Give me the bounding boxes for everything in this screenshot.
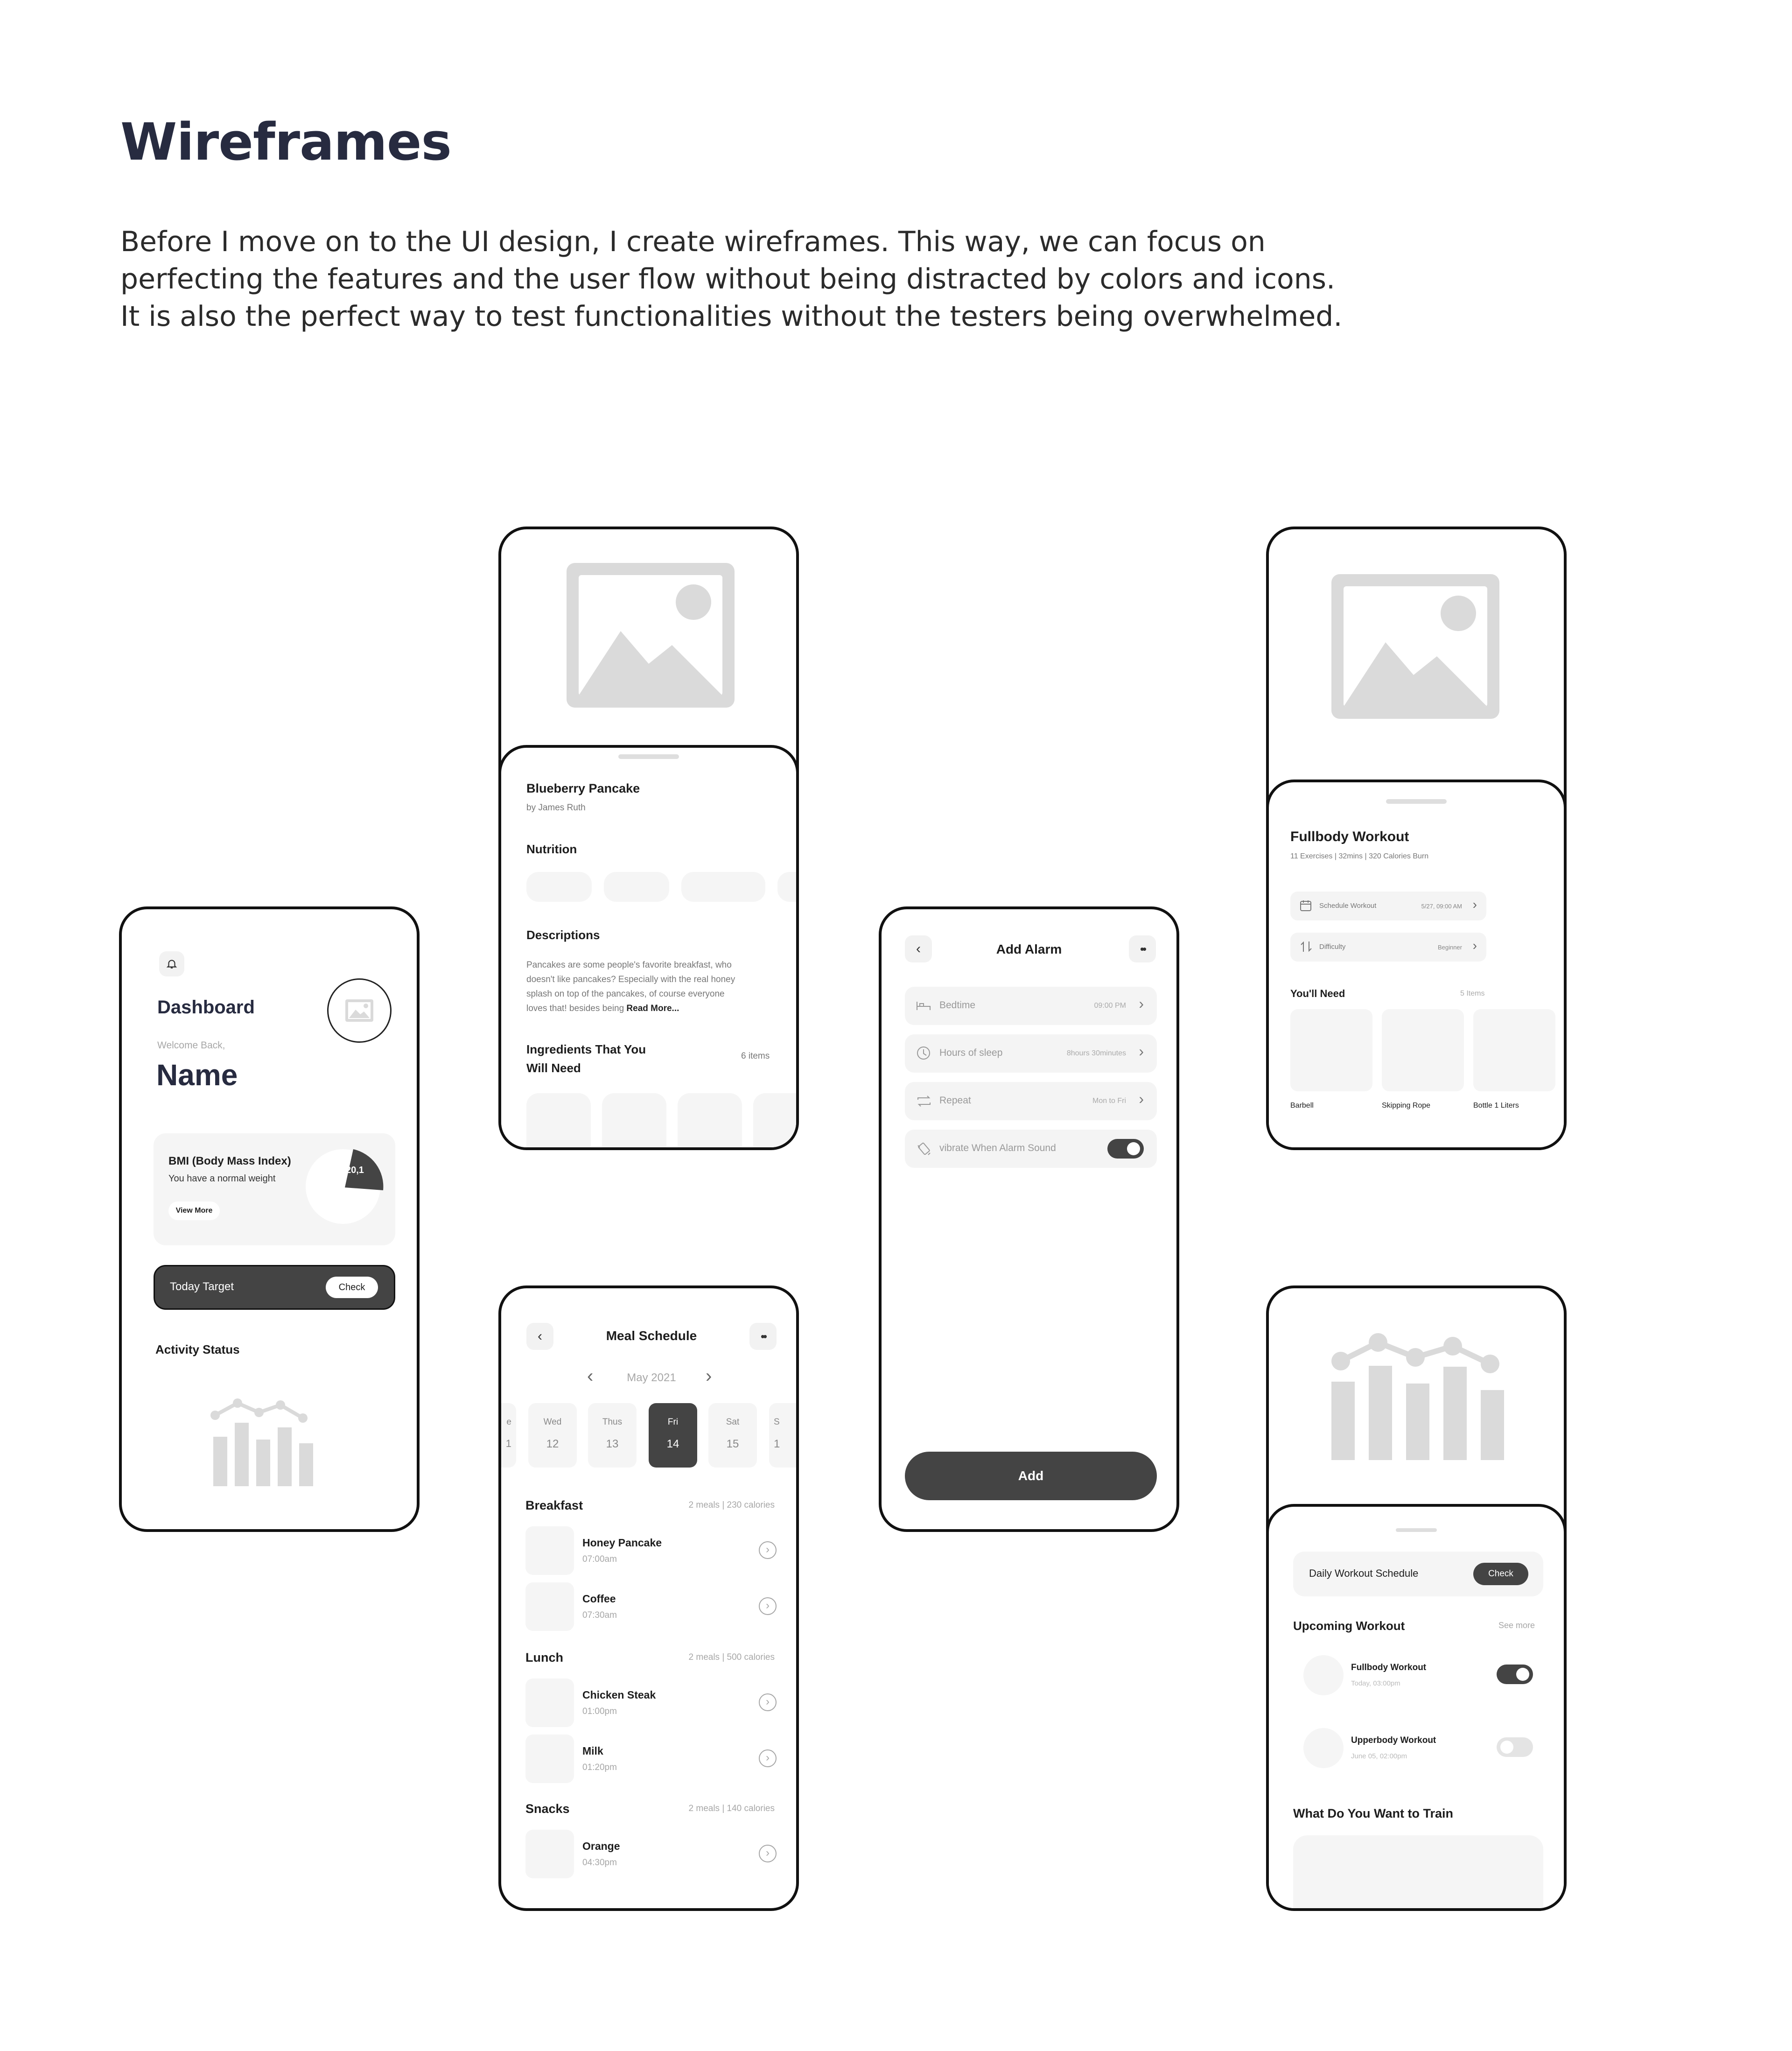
clock-icon xyxy=(916,1046,931,1063)
meal-item[interactable] xyxy=(525,1735,777,1783)
dashboard-title: Dashboard xyxy=(157,997,255,1018)
nutrition-chip[interactable] xyxy=(681,872,765,902)
row-label: Difficulty xyxy=(1319,943,1346,951)
day-item[interactable]: e 1 xyxy=(498,1403,516,1468)
check-label: Check xyxy=(338,1282,365,1292)
ingredients-title: Ingredients That You Will Need xyxy=(526,1042,646,1075)
bmi-title: BMI (Body Mass Index) xyxy=(168,1155,291,1167)
alarm-row-value: 8hours 30minutes xyxy=(1066,1049,1126,1057)
meal-title: Meal Schedule xyxy=(606,1328,697,1343)
need-title: You'll Need xyxy=(1290,988,1345,999)
breakfast-meta: 2 meals | 230 calories xyxy=(688,1500,775,1510)
view-more-button[interactable] xyxy=(168,1201,220,1220)
meal-name: Milk xyxy=(582,1745,603,1757)
train-title: What Do You Want to Train xyxy=(1293,1806,1453,1820)
workout-detail-sheet xyxy=(1266,780,1567,1150)
chevron-right-icon: › xyxy=(1139,1043,1144,1060)
bmi-value: 20,1 xyxy=(346,1165,364,1175)
descriptions-title: Descriptions xyxy=(526,928,600,942)
equipment-name: Skipping Rope xyxy=(1382,1102,1431,1110)
chevron-right-icon: › xyxy=(1139,1090,1144,1107)
notification-bell-icon[interactable] xyxy=(159,951,184,976)
avatar[interactable] xyxy=(327,978,392,1043)
more-button[interactable] xyxy=(1129,935,1156,962)
check-label: Check xyxy=(1488,1569,1513,1579)
vibrate-icon xyxy=(916,1141,932,1159)
meal-name: Coffee xyxy=(582,1593,616,1605)
alarm-row-label: Hours of sleep xyxy=(939,1047,1003,1058)
more-dots-icon: •• xyxy=(760,1329,766,1343)
workout-name: Fullbody Workout xyxy=(1351,1663,1427,1672)
alarm-row-repeat[interactable] xyxy=(905,1082,1157,1120)
meal-thumb xyxy=(525,1582,574,1631)
ingredient-card[interactable] xyxy=(753,1093,799,1150)
meal-item[interactable] xyxy=(525,1526,777,1575)
upcoming-workout-item[interactable] xyxy=(1303,1653,1541,1695)
alarm-row-value: 09:00 PM xyxy=(1094,1002,1126,1010)
alarm-title: Add Alarm xyxy=(996,942,1062,956)
sheet-handle[interactable] xyxy=(1396,1528,1437,1532)
equipment-card[interactable] xyxy=(1290,1009,1372,1091)
today-target-label: Today Target xyxy=(170,1280,234,1293)
meal-item[interactable] xyxy=(525,1830,777,1878)
upcoming-title: Upcoming Workout xyxy=(1293,1619,1405,1633)
meal-time: 01:00pm xyxy=(582,1707,617,1716)
alarm-row-sleep[interactable] xyxy=(905,1034,1157,1073)
intro-line: It is also the perfect way to test functionalities without the testers being overwhelmed. xyxy=(120,300,1343,333)
workout-title: Fullbody Workout xyxy=(1290,829,1409,844)
meal-thumb xyxy=(525,1526,574,1575)
nutrition-title: Nutrition xyxy=(526,842,577,856)
equipment-name: Barbell xyxy=(1290,1102,1314,1110)
recipe-author: by James Ruth xyxy=(526,803,586,813)
recipe-detail-sheet xyxy=(498,745,799,1150)
nutrition-chip[interactable] xyxy=(526,872,592,902)
workout-toggle[interactable] xyxy=(1497,1665,1533,1684)
equipment-card[interactable] xyxy=(1473,1009,1555,1091)
sheet-handle[interactable] xyxy=(618,754,679,759)
alarm-row-label: vibrate When Alarm Sound xyxy=(939,1143,1056,1153)
description-line: doesn't like pancakes? Especially with the real honey xyxy=(526,975,735,984)
workout-sub: 11 Exercises | 32mins | 320 Calories Burn xyxy=(1290,852,1429,860)
lunch-meta: 2 meals | 500 calories xyxy=(688,1652,775,1662)
description-line-last: loves that! besides being Read More... xyxy=(526,1004,679,1013)
sheet-handle[interactable] xyxy=(1386,799,1447,804)
workout-time: Today, 03:00pm xyxy=(1351,1679,1400,1687)
equipment-card[interactable] xyxy=(1382,1009,1464,1091)
lunch-title: Lunch xyxy=(525,1651,563,1665)
more-dots-icon: •• xyxy=(1140,941,1145,956)
train-card[interactable] xyxy=(1293,1835,1543,1911)
row-value: 5/27, 09:00 AM xyxy=(1421,903,1462,910)
add-alarm-button[interactable] xyxy=(905,1452,1157,1500)
day-strip xyxy=(498,1403,799,1468)
chevron-circle-icon[interactable]: › xyxy=(759,1693,777,1711)
activity-title: Activity Status xyxy=(155,1342,240,1356)
month-next-icon[interactable]: › xyxy=(706,1366,712,1386)
meal-time: 07:30am xyxy=(582,1610,617,1620)
bmi-subtitle: You have a normal weight xyxy=(168,1173,276,1184)
month-label: May 2021 xyxy=(627,1371,676,1384)
chevron-right-icon: › xyxy=(1472,938,1477,953)
workout-thumb xyxy=(1303,1655,1344,1695)
swap-icon xyxy=(1300,941,1313,955)
need-count: 5 Items xyxy=(1460,990,1485,997)
more-button[interactable] xyxy=(749,1323,777,1350)
read-more-link[interactable]: Read More... xyxy=(626,1004,679,1013)
dashboard-screen xyxy=(119,906,420,1532)
bmi-slice xyxy=(303,1145,387,1229)
today-target-check-button[interactable] xyxy=(326,1277,378,1298)
description-line: splash on top of the pancakes, of course everyone xyxy=(526,989,725,999)
description-text xyxy=(526,958,788,1016)
day-item[interactable]: S 1 xyxy=(769,1403,799,1468)
bed-icon xyxy=(916,1000,931,1014)
calendar-icon xyxy=(1300,899,1312,914)
chevron-right-icon: › xyxy=(1139,995,1144,1012)
intro-line: Before I move on to the UI design, I create wireframes. This way, we can focus on xyxy=(120,225,1266,258)
day-item[interactable]: Thus 13 xyxy=(588,1403,637,1468)
meal-item[interactable] xyxy=(525,1679,777,1727)
meal-thumb xyxy=(525,1679,574,1727)
image-icon xyxy=(1344,586,1487,707)
daily-schedule-card xyxy=(1293,1552,1543,1596)
day-item-selected[interactable]: Fri 14 xyxy=(649,1403,697,1468)
workout-name: Upperbody Workout xyxy=(1351,1735,1436,1745)
chevron-right-icon: › xyxy=(1472,897,1477,912)
meal-thumb xyxy=(525,1735,574,1783)
chevron-left-icon: ‹ xyxy=(538,1328,542,1344)
intro-text xyxy=(120,223,1520,335)
welcome-text: Welcome Back, xyxy=(157,1040,225,1051)
meal-name: Honey Pancake xyxy=(582,1537,662,1549)
meal-name: Chicken Steak xyxy=(582,1689,656,1701)
user-name: Name xyxy=(156,1058,238,1092)
meal-thumb xyxy=(525,1830,574,1878)
image-icon xyxy=(579,575,722,695)
meal-item[interactable] xyxy=(525,1582,777,1631)
meal-time: 01:20pm xyxy=(582,1763,617,1772)
ingredients-count: 6 items xyxy=(741,1051,770,1061)
chevron-circle-icon[interactable]: › xyxy=(759,1749,777,1767)
schedule-workout-row[interactable] xyxy=(1290,892,1486,920)
image-icon xyxy=(344,998,374,1023)
chevron-circle-icon[interactable]: › xyxy=(759,1597,777,1615)
page-title: Wireframes xyxy=(120,112,451,172)
row-value: Beginner xyxy=(1437,944,1462,951)
nutrition-chip[interactable] xyxy=(604,872,669,902)
workout-toggle[interactable] xyxy=(1497,1737,1533,1757)
workout-detail-screen xyxy=(1266,527,1567,1150)
activity-chart xyxy=(210,1395,322,1488)
workout-tracker-screen xyxy=(1266,1285,1567,1911)
vibrate-toggle[interactable] xyxy=(1107,1139,1144,1159)
meal-name: Orange xyxy=(582,1840,620,1852)
alarm-row-label: Repeat xyxy=(939,1095,971,1106)
meal-time: 07:00am xyxy=(582,1554,617,1564)
workout-image-placeholder xyxy=(1331,574,1499,719)
snacks-title: Snacks xyxy=(525,1802,570,1816)
workout-thumb xyxy=(1303,1728,1344,1768)
equipment-name: Bottle 1 Liters xyxy=(1473,1102,1519,1110)
recipe-title: Blueberry Pancake xyxy=(526,781,640,795)
breakfast-title: Breakfast xyxy=(525,1498,583,1512)
ingredient-card[interactable] xyxy=(678,1093,742,1150)
ingredient-card[interactable] xyxy=(526,1093,591,1150)
meal-time: 04:30pm xyxy=(582,1858,617,1868)
chevron-left-icon: ‹ xyxy=(916,941,921,956)
month-prev-icon[interactable]: ‹ xyxy=(587,1366,594,1386)
workout-time: June 05, 02:00pm xyxy=(1351,1752,1407,1760)
day-item[interactable]: Sat 15 xyxy=(708,1403,757,1468)
alarm-row-vibrate xyxy=(905,1130,1157,1168)
ingredient-card[interactable] xyxy=(602,1093,666,1150)
daily-schedule-label: Daily Workout Schedule xyxy=(1309,1567,1419,1579)
workout-tracker-sheet xyxy=(1266,1504,1567,1911)
alarm-row-value: Mon to Fri xyxy=(1092,1097,1126,1105)
bmi-card xyxy=(154,1133,395,1245)
chevron-circle-icon[interactable]: › xyxy=(759,1541,777,1559)
recipe-screen xyxy=(498,527,799,1150)
upcoming-workout-item[interactable] xyxy=(1303,1726,1541,1768)
intro-line: perfecting the features and the user flow without being distracted by colors and icons. xyxy=(120,263,1336,295)
see-more-link[interactable]: See more xyxy=(1498,1621,1535,1630)
nutrition-chip[interactable] xyxy=(777,872,799,902)
today-target-bar xyxy=(154,1265,395,1310)
daily-check-button[interactable] xyxy=(1473,1563,1528,1585)
chevron-circle-icon[interactable]: › xyxy=(759,1845,777,1862)
meal-schedule-screen xyxy=(498,1285,799,1911)
repeat-icon xyxy=(916,1094,932,1110)
description-line: Pancakes are some people's favorite breakfast, who xyxy=(526,960,732,970)
alarm-row-label: Bedtime xyxy=(939,1000,976,1011)
recipe-image-placeholder xyxy=(567,563,735,708)
add-button-label: Add xyxy=(1018,1468,1044,1483)
snacks-meta: 2 meals | 140 calories xyxy=(688,1804,775,1813)
workout-progress-chart xyxy=(1327,1321,1513,1461)
view-more-label: View More xyxy=(175,1207,213,1215)
day-item[interactable]: Wed 12 xyxy=(528,1403,577,1468)
add-alarm-screen xyxy=(879,906,1179,1532)
difficulty-row[interactable] xyxy=(1290,933,1486,962)
alarm-row-bedtime[interactable] xyxy=(905,987,1157,1025)
row-label: Schedule Workout xyxy=(1319,902,1377,910)
